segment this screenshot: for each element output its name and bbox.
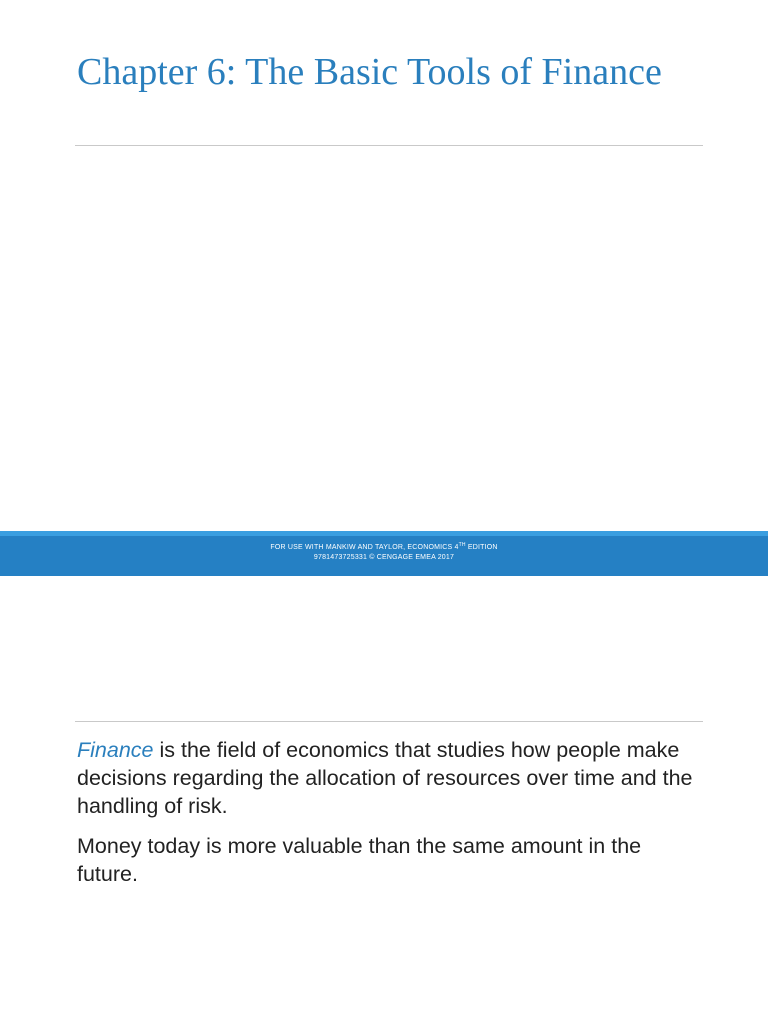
footer-edition-superscript: TH — [458, 542, 466, 548]
slide-title: Chapter 6: The Basic Tools of Finance — [77, 51, 662, 93]
footer-copyright-line: 9781473725331 © CENGAGE EMEA 2017 — [313, 554, 455, 561]
footer-edition-line — [0, 543, 768, 553]
slide2-divider — [75, 721, 703, 722]
finance-term: Finance — [77, 738, 154, 762]
time-value-statement: Money today is more valuable than the same amount in the future. — [77, 834, 642, 886]
finance-definition-text: is the field of economics that studies how people make decisions regarding the allocation of resources over time and the handling of risk. — [77, 738, 693, 818]
finance-definition — [77, 736, 697, 820]
title-divider — [75, 145, 703, 146]
footer-band — [0, 531, 768, 576]
footer-edition-text: FOR USE WITH MANKIW AND TAYLOR, ECONOMICS 4 — [270, 544, 459, 551]
footer-edition-suffix: EDITION — [465, 544, 498, 551]
